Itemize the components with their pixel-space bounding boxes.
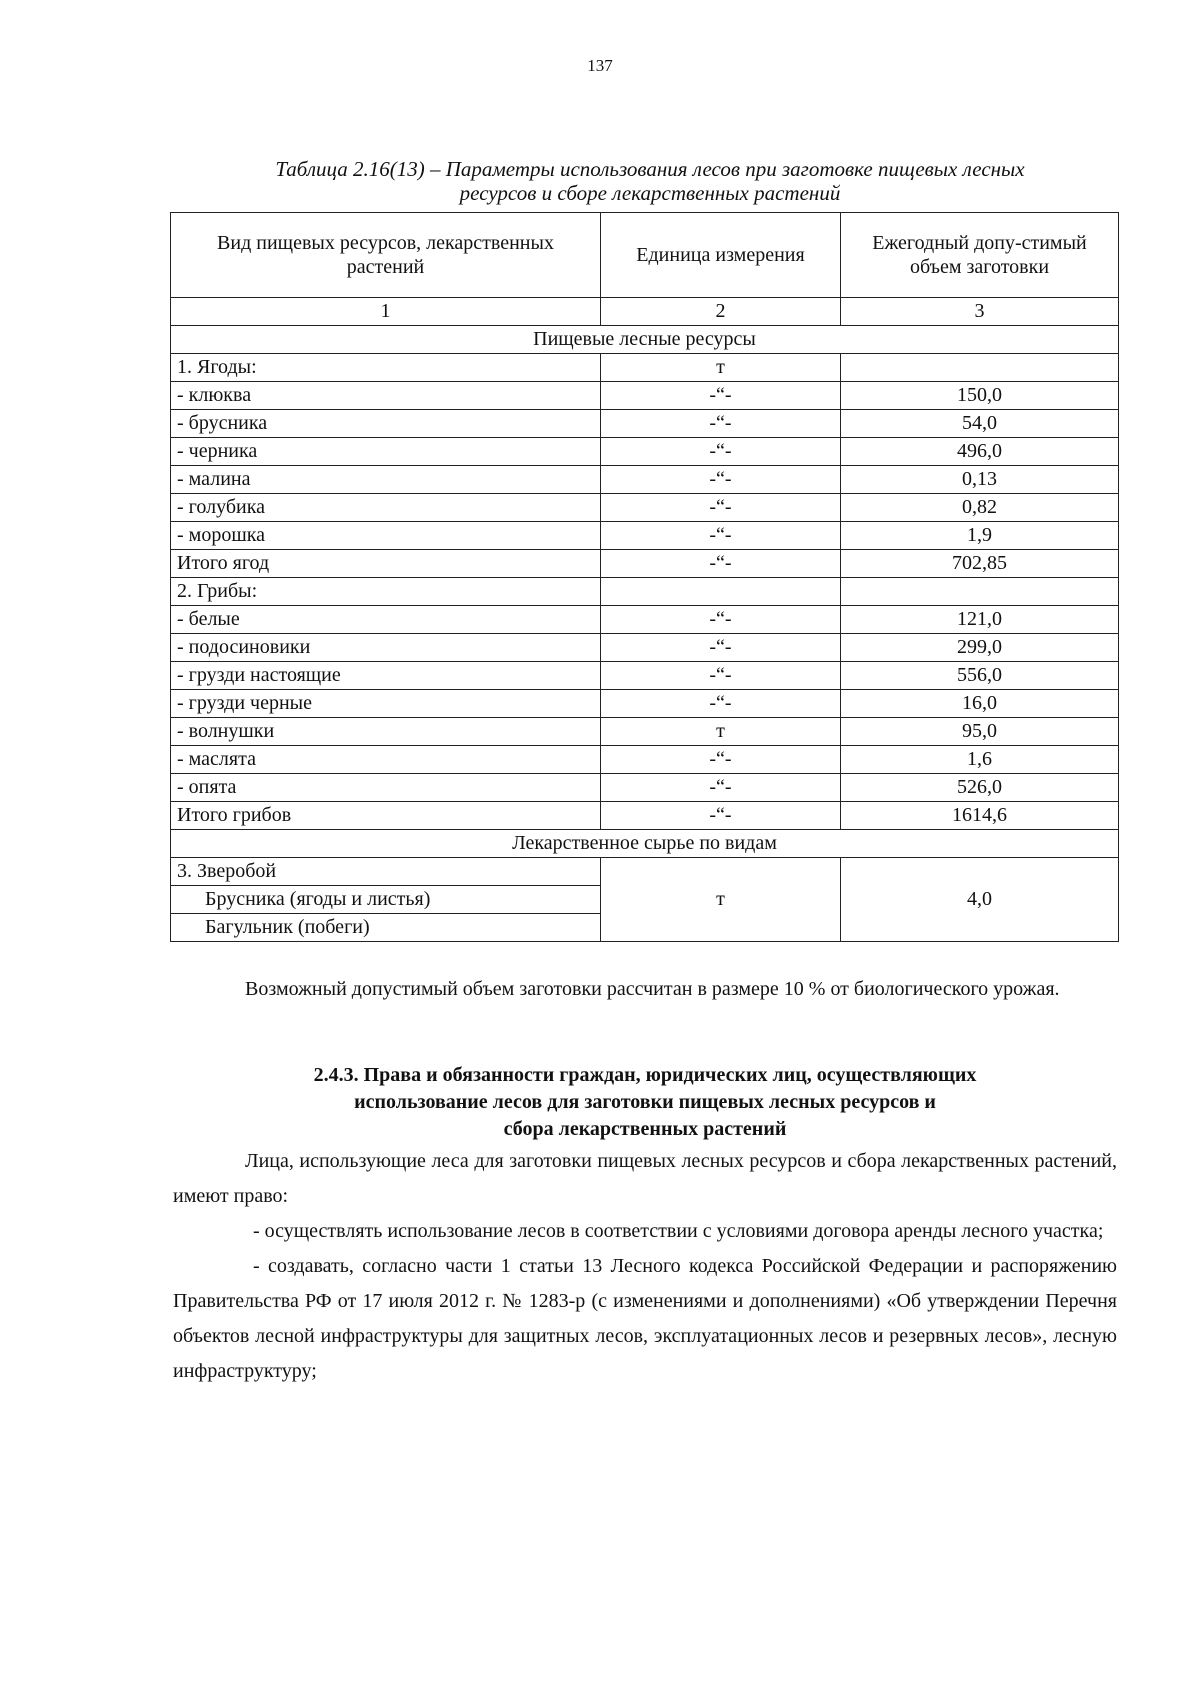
row-value: 1614,6 (841, 802, 1119, 830)
row-unit: -“- (601, 774, 841, 802)
row-name: - опята (171, 774, 601, 802)
row-unit: -“- (601, 494, 841, 522)
row-value (841, 578, 1119, 606)
paragraph-right-1: - осуществлять использование лесов в соответствии с условиями договора аренды лесного участка; (253, 1220, 1104, 1242)
table-row (171, 662, 1119, 690)
row-name: - грузди черные (171, 690, 601, 718)
row-unit: -“- (601, 410, 841, 438)
table-row (171, 466, 1119, 494)
row-unit: -“- (601, 606, 841, 634)
section-heading-line-2: использование лесов для заготовки пищевых лесных ресурсов и (354, 1091, 936, 1113)
mushrooms-rows (171, 578, 1119, 830)
row-value: 95,0 (841, 718, 1119, 746)
row-name: - черника (171, 438, 601, 466)
table-row (171, 802, 1119, 830)
header-annual-volume: Ежегодный допу-стимый объем заготовки (841, 213, 1119, 298)
row-unit: -“- (601, 634, 841, 662)
row-value (841, 354, 1119, 382)
row-unit: -“- (601, 382, 841, 410)
row-value: 1,6 (841, 746, 1119, 774)
page-number: 137 (587, 56, 613, 75)
table-row (171, 718, 1119, 746)
table-row (171, 634, 1119, 662)
table-header-row (171, 213, 1119, 298)
note-block (173, 972, 1117, 1007)
row-name: - подосиновики (171, 634, 601, 662)
row-name: - голубика (171, 494, 601, 522)
paragraph-right-2: - создавать, согласно части 1 статьи 13 Лесного кодекса Российской Федерации и распоряжению Правительства РФ от 17 июля 2012 г. № 1283-р (с изменениями и дополнениями) «Об утверждении Перечня объектов лесной инфраструктуры для защитных лесов, эксплуатационных лесов и резервных лесов», лесную инфраструктуру; (173, 1255, 1117, 1382)
note-paragraph: Возможный допустимый объем заготовки рассчитан в размере 10 % от биологического урожая. (245, 978, 1060, 1000)
header-unit: Единица измерения (601, 213, 841, 298)
table-row (171, 438, 1119, 466)
row-name: Брусника (ягоды и листья) (171, 886, 601, 914)
row-value: 0,82 (841, 494, 1119, 522)
column-number-2: 2 (601, 298, 841, 326)
row-unit: -“- (601, 690, 841, 718)
section-heading (173, 1062, 1117, 1143)
section-row-food (171, 326, 1119, 354)
row-name: - брусника (171, 410, 601, 438)
header-resource-type: Вид пищевых ресурсов, лекарственных растений (171, 213, 601, 298)
row-name: Итого ягод (171, 550, 601, 578)
table-row (171, 522, 1119, 550)
section-row-medicinal (171, 830, 1119, 858)
row-unit: -“- (601, 550, 841, 578)
row-name: - маслята (171, 746, 601, 774)
row-unit: -“- (601, 746, 841, 774)
row-unit: -“- (601, 802, 841, 830)
row-value: 299,0 (841, 634, 1119, 662)
body-paragraphs (173, 1144, 1117, 1389)
table-row (171, 746, 1119, 774)
row-value: 4,0 (841, 858, 1119, 942)
table-caption (170, 157, 1130, 205)
table-row (171, 774, 1119, 802)
row-name: - белые (171, 606, 601, 634)
row-value: 54,0 (841, 410, 1119, 438)
row-unit (601, 578, 841, 606)
table-row (171, 858, 1119, 886)
table-row (171, 494, 1119, 522)
row-unit: т (601, 718, 841, 746)
row-name: - грузди настоящие (171, 662, 601, 690)
table-row (171, 410, 1119, 438)
section-heading-line-3: сбора лекарственных растений (503, 1118, 787, 1140)
row-value: 0,13 (841, 466, 1119, 494)
table-row (171, 606, 1119, 634)
row-value: 496,0 (841, 438, 1119, 466)
row-value: 150,0 (841, 382, 1119, 410)
row-name: Итого грибов (171, 802, 601, 830)
row-value: 1,9 (841, 522, 1119, 550)
row-unit: -“- (601, 438, 841, 466)
row-name: 1. Ягоды: (171, 354, 601, 382)
berries-rows (171, 354, 1119, 578)
table-caption-line-2: ресурсов и сборе лекарственных растений (459, 181, 841, 205)
row-unit: -“- (601, 522, 841, 550)
row-unit: т (601, 354, 841, 382)
section-heading-line-1: 2.4.3. Права и обязанности граждан, юридических лиц, осуществляющих (313, 1064, 977, 1086)
row-name: - малина (171, 466, 601, 494)
table-row (171, 354, 1119, 382)
row-unit: -“- (601, 466, 841, 494)
table-row (171, 382, 1119, 410)
row-unit: -“- (601, 662, 841, 690)
row-name: - морошка (171, 522, 601, 550)
table-row (171, 578, 1119, 606)
row-name: - волнушки (171, 718, 601, 746)
table-row (171, 690, 1119, 718)
row-value: 16,0 (841, 690, 1119, 718)
section-title-medicinal: Лекарственное сырье по видам (171, 830, 1119, 858)
row-value: 702,85 (841, 550, 1119, 578)
resources-table (170, 212, 1119, 942)
column-number-3: 3 (841, 298, 1119, 326)
row-name: - клюква (171, 382, 601, 410)
row-name: Багульник (побеги) (171, 914, 601, 942)
column-number-1: 1 (171, 298, 601, 326)
row-name: 2. Грибы: (171, 578, 601, 606)
row-value: 121,0 (841, 606, 1119, 634)
paragraph-rights-intro: Лица, использующие леса для заготовки пищевых лесных ресурсов и сбора лекарственных растений, имеют право: (173, 1150, 1117, 1207)
column-number-row (171, 298, 1119, 326)
section-title-food: Пищевые лесные ресурсы (171, 326, 1119, 354)
row-unit: т (601, 858, 841, 942)
row-value: 556,0 (841, 662, 1119, 690)
row-name: 3. Зверобой (171, 858, 601, 886)
table-caption-line-1: Таблица 2.16(13) – Параметры использования лесов при заготовке пищевых лесных (275, 157, 1025, 181)
table-row (171, 550, 1119, 578)
row-value: 526,0 (841, 774, 1119, 802)
